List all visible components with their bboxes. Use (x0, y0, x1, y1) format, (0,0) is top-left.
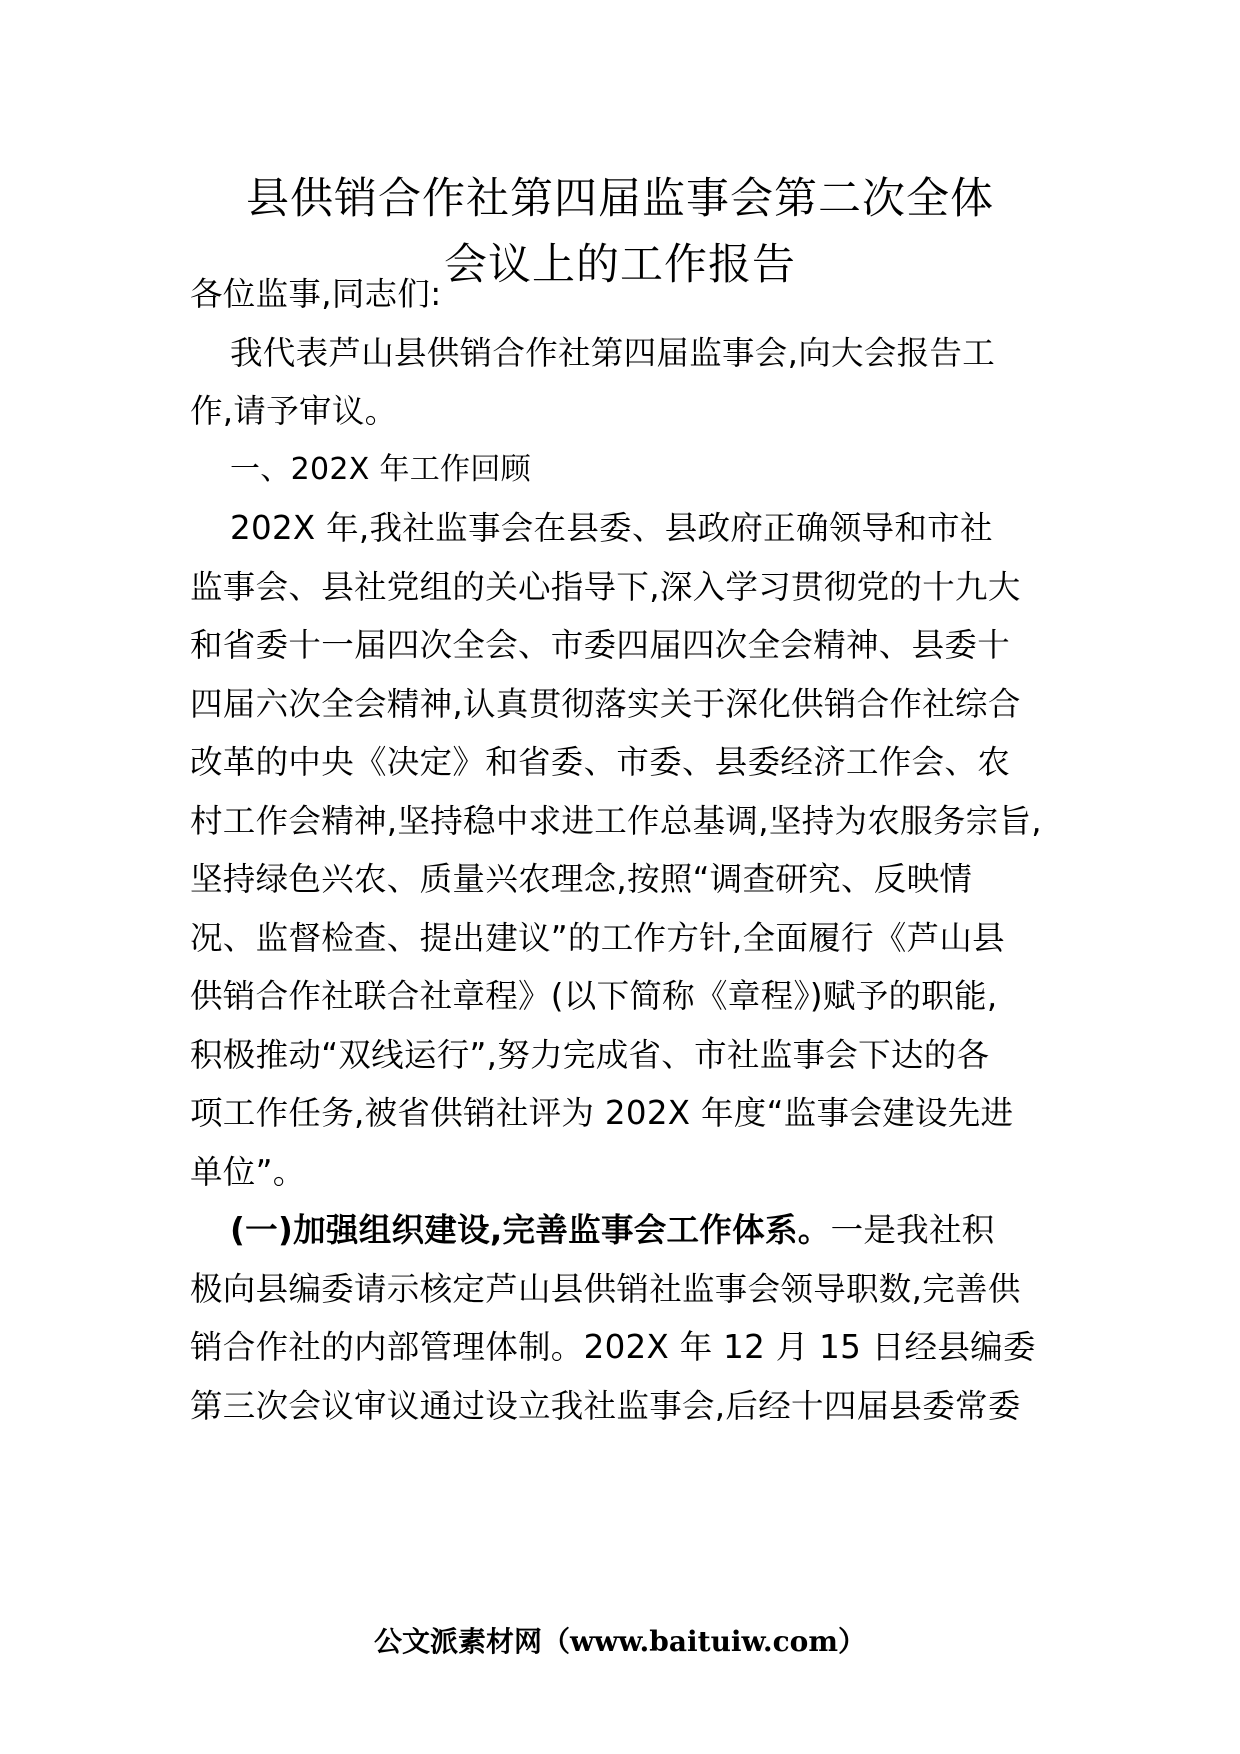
paragraph-line: 积极推动“双线运行”,努力完成省、市社监事会下达的各 (190, 1036, 990, 1074)
paragraph-line: 项工作任务,被省供销社评为 202X 年度“监事会建设先进 (190, 1094, 1014, 1132)
paragraph-line: 监事会、县社党组的关心指导下,深入学习贯彻党的十九大 (190, 568, 1021, 606)
footer-watermark: 公文派素材网（www.baituiw.com） (374, 1625, 866, 1658)
paragraph-line: 坚持绿色兴农、质量兴农理念,按照“调查研究、反映情 (190, 860, 973, 898)
paragraph-line: 四届六次全会精神,认真贯彻落实关于深化供销合作社综合 (190, 685, 1021, 723)
paragraph-line: 村工作会精神,坚持稳中求进工作总基调,坚持为农服务宗旨, (190, 802, 1042, 840)
paragraph-line: 销合作社的内部管理体制。202X 年 12 月 15 日经县编委 (190, 1328, 1036, 1366)
paragraph-line: 和省委十一届四次全会、市委四届四次全会精神、县委十 (190, 626, 1011, 664)
paragraph-line: 202X 年,我社监事会在县委、县政府正确领导和市社 (230, 509, 993, 547)
paragraph-line: 况、监督检查、提出建议”的工作方针,全面履行《芦山县 (190, 919, 1005, 957)
subsection-heading-bold: (一)加强组织建设,完善监事会工作体系。 (230, 1211, 831, 1249)
intro-line-1: 我代表芦山县供销合作社第四届监事会,向大会报告工 (230, 334, 996, 372)
paragraph-line: 极向县编委请示核定芦山县供销社监事会领导职数,完善供 (190, 1270, 1021, 1308)
salutation: 各位监事,同志们: (190, 275, 442, 313)
intro-line-2: 作,请予审议。 (190, 392, 398, 430)
paragraph-line: 第三次会议审议通过设立我社监事会,后经十四届县委常委 (190, 1387, 1021, 1425)
subsection-heading-line (230, 1208, 995, 1252)
document-title-line2: 会议上的工作报告 (444, 240, 796, 290)
section-heading-1: 一、202X 年工作回顾 (230, 452, 531, 487)
paragraph-line: 供销合作社联合社章程》(以下简称《章程》)赋予的职能, (190, 977, 998, 1015)
subsection-heading-rest: 一是我社积 (830, 1211, 995, 1249)
paragraph-line: 单位”。 (190, 1153, 306, 1191)
paragraph-line: 改革的中央《决定》和省委、市委、县委经济工作会、农 (190, 743, 1011, 781)
document-title-line1: 县供销合作社第四届监事会第二次全体 (246, 174, 994, 224)
